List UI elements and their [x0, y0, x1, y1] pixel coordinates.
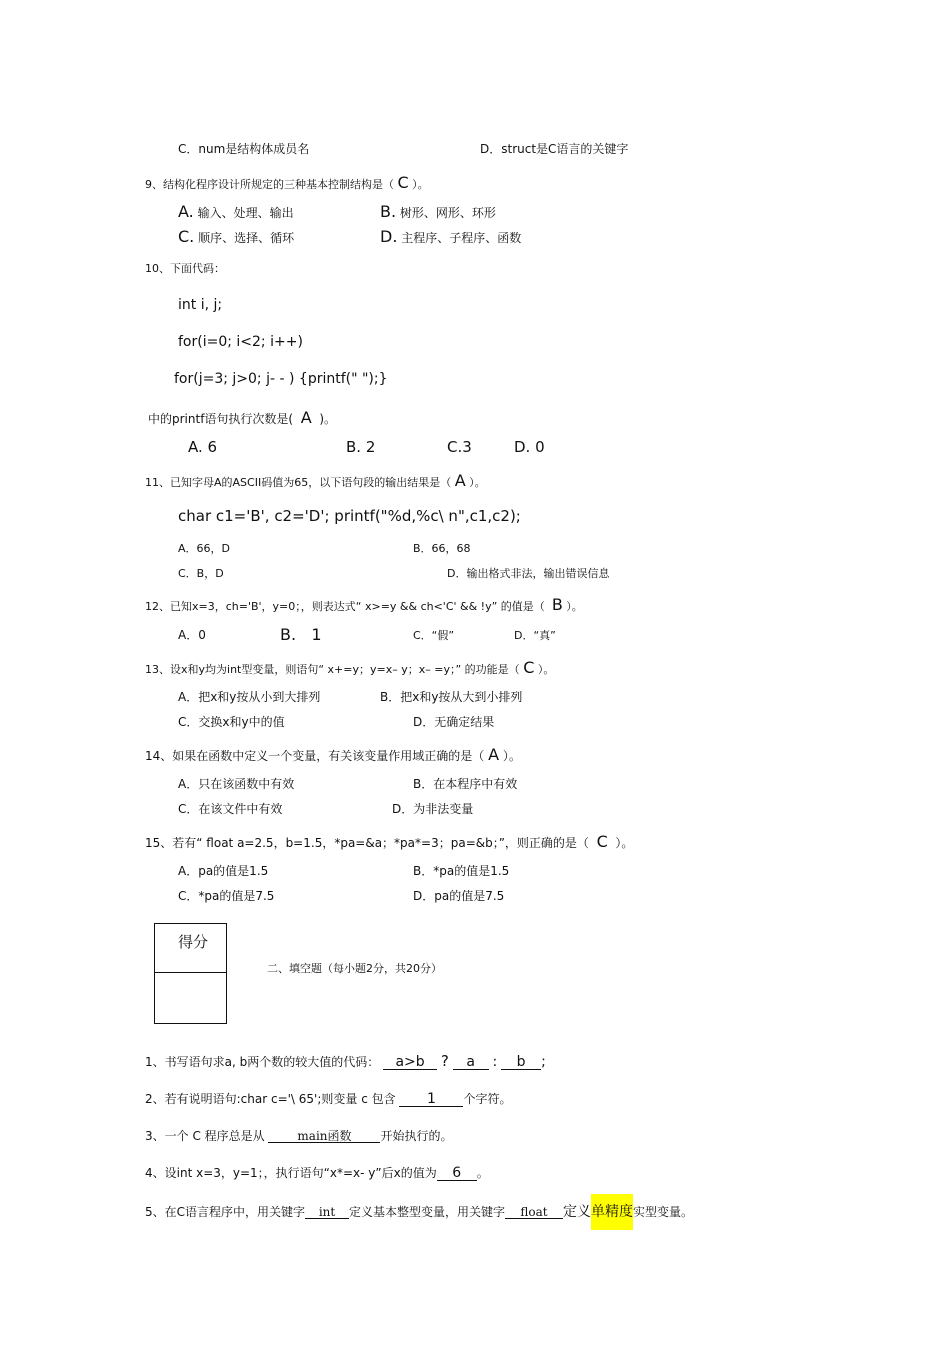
- fill-q5-answer-2: float: [505, 1206, 563, 1219]
- q15-option-d: D．pa的值是7.5: [413, 889, 505, 903]
- q13-option-b: B．把x和y按从大到小排列: [380, 690, 523, 704]
- q10-option-c: C.3: [447, 438, 472, 456]
- q13-option-d: D．无确定结果: [413, 715, 495, 729]
- q13-stem: 13、设x和y均为int型变量，则语句“ x+=y；y=x– y；x– =y；” 的功能是（ C ）。: [145, 658, 555, 677]
- q11-option-d: D．输出格式非法，输出错误信息: [447, 567, 610, 580]
- q11-option-a: A．66，D: [178, 542, 230, 555]
- score-box-divider: [155, 972, 226, 973]
- score-box: [154, 923, 227, 1024]
- fill-q3: 3、一个 C 程序总是从 main函数 开始执行的。: [145, 1129, 453, 1143]
- fill-q1-answer-2: a: [453, 1055, 489, 1070]
- fill-q5: 5、在C语言程序中，用关键字 int 定义基本整型变量，用关键字 float 定义单精度实型变量。: [145, 1205, 693, 1219]
- q11-answer: A: [454, 471, 466, 490]
- q10-tail: 中的printf语句执行次数是( A )。: [148, 408, 337, 427]
- fill-q5-answer-1: int: [305, 1206, 349, 1219]
- q14-option-b: B．在本程序中有效: [413, 777, 518, 791]
- q15-answer: C: [596, 832, 608, 851]
- q12-stem: 12、已知x=3，ch='B'，y=0；，则表达式“ x>=y && ch<'C' && !y” 的值是（ B ）。: [145, 595, 583, 614]
- q10-stem: 10、下面代码：: [145, 262, 225, 275]
- q14-answer: A: [488, 745, 500, 764]
- q13-option-a: A．把x和y按从小到大排列: [178, 690, 321, 704]
- q10-code-line-3: for(j=3; j>0; j- - ) {printf(" ");}: [174, 371, 388, 387]
- section-title: 二、填空题（每小题2分，共20分）: [267, 962, 442, 975]
- highlight-mark: 单精度: [591, 1194, 633, 1230]
- q10-code-line-1: int i, j;: [178, 297, 223, 313]
- q11-option-c: C．B，D: [178, 567, 224, 580]
- q12-option-c: C．“假”: [413, 629, 455, 642]
- fill-q2-answer: 1: [399, 1092, 463, 1107]
- q9-option-a: A. 输入、处理、输出: [178, 202, 294, 221]
- q9-answer: C: [397, 173, 409, 192]
- fill-q4: 4、设int x=3，y=1；，执行语句“x*=x- y”后x的值为 6 。: [145, 1165, 489, 1181]
- q15-option-a: A．pa的值是1.5: [178, 864, 269, 878]
- q9-stem: 9、结构化程序设计所规定的三种基本控制结构是（ C ）。: [145, 173, 429, 192]
- q8-option-d: D．struct是C语言的关键字: [480, 142, 629, 156]
- q14-option-a: A．只在该函数中有效: [178, 777, 295, 791]
- fill-q4-answer: 6: [437, 1166, 477, 1181]
- q15-stem: 15、若有“ float a=2.5，b=1.5，*pa=&a；*pa*=3；pa=&b；”，则正确的是（ C ）。: [145, 832, 634, 851]
- q9-option-c: C. 顺序、选择、循环: [178, 227, 295, 246]
- q10-answer: A: [300, 408, 312, 427]
- q8-option-c: C．num是结构体成员名: [178, 142, 310, 156]
- q12-option-a: A．0: [178, 628, 206, 642]
- q12-option-b: B. 1: [280, 625, 322, 644]
- q11-stem: 11、已知字母A的ASCII码值为65，以下语句段的输出结果是（ A ）。: [145, 471, 486, 490]
- q9-option-b: B. 树形、网形、环形: [380, 202, 496, 221]
- q13-option-c: C．交换x和y中的值: [178, 715, 285, 729]
- q12-option-d: D．“真”: [514, 629, 556, 642]
- q11-code: char c1='B', c2='D'; printf("%d,%c\ n",c1,c2);: [178, 507, 521, 525]
- fill-q2: 2、若有说明语句:char c='\ 65';则变量 c 包含 1 个字符。: [145, 1091, 512, 1107]
- fill-q1-answer-3: b: [501, 1055, 541, 1070]
- q14-stem: 14、如果在函数中定义一个变量，有关该变量作用域正确的是（ A ）。: [145, 745, 521, 764]
- fill-q3-answer: main函数: [268, 1130, 380, 1143]
- q15-option-c: C．*pa的值是7.5: [178, 889, 275, 903]
- q14-option-c: C．在该文件中有效: [178, 802, 283, 816]
- q11-option-b: B．66，68: [413, 542, 471, 555]
- q14-option-d: D．为非法变量: [392, 802, 474, 816]
- fill-q1-answer-1: a>b: [383, 1055, 437, 1070]
- q9-option-d: D. 主程序、子程序、函数: [380, 227, 522, 246]
- q12-answer: B: [551, 595, 563, 614]
- fill-q1: 1、书写语句求a, b两个数的较大值的代码： a>b ? a : b ;: [145, 1052, 546, 1070]
- q15-option-b: B．*pa的值是1.5: [413, 864, 510, 878]
- score-label: 得分: [178, 933, 209, 951]
- q10-option-a: A. 6: [188, 438, 218, 456]
- q10-option-b: B. 2: [346, 438, 376, 456]
- q13-answer: C: [523, 658, 535, 677]
- q10-code-line-2: for(i=0; i<2; i++): [178, 334, 303, 350]
- q10-option-d: D. 0: [514, 438, 545, 456]
